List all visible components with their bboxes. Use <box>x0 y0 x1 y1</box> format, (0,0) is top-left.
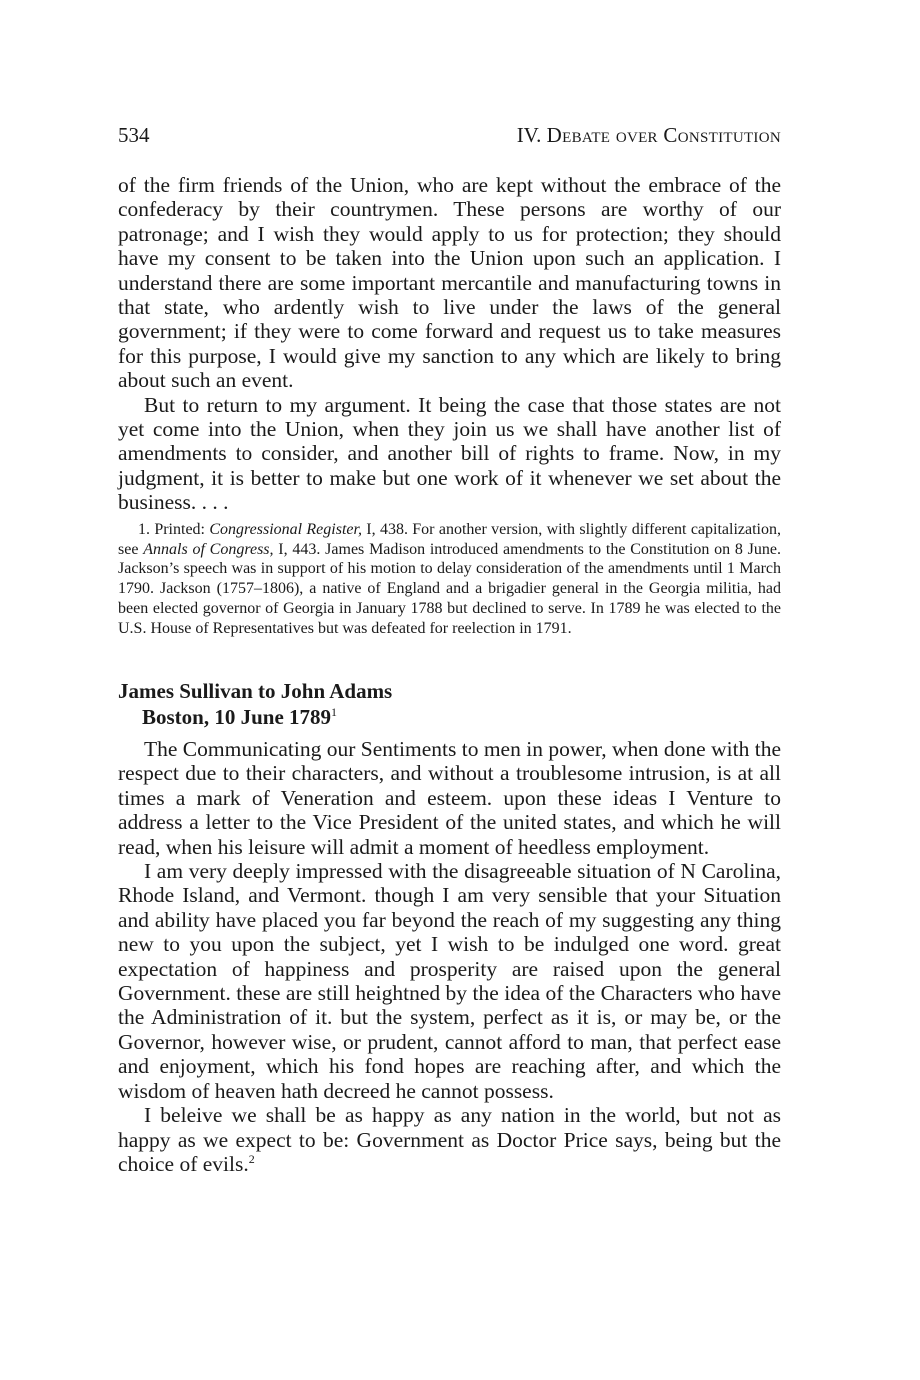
paragraph: But to return to my argument. It being the case that those states are not yet come into the Union, when they join us we shall have another list of amendments to consider, and another bill of rights to frame. Now, in my judgment, it is better to make but one work of it whenever we set about the business. . . . <box>118 392 781 515</box>
document-title: James Sullivan to John Adams <box>118 679 393 703</box>
footnote-source-title: Congressional Register, <box>209 521 362 538</box>
footnote-source-title: Annals of Congress, <box>143 540 274 558</box>
footnote-text: I, 438. For another version, with slightly different capitalization, see <box>118 521 782 558</box>
paragraph: of the firm friends of the Union, who are kept without the embrace of the confederacy by their countrymen. These persons are worthy of our patronage; and I wish they would apply to us for protection; they should have my consent to be taken into the Union upon such an application. I understand there are some important mercantile and manufacturing towns in that state, who ardently wish to live under the laws of the general government; if they were to come forward and request us to take measures for this purpose, I would give my sanction to any which are likely to bring about such an event. <box>118 173 781 393</box>
speech-continuation <box>118 173 781 515</box>
paragraph: The Communicating our Sentiments to men in power, when done with the respect due to their characters, and without a troublesome intrusion, is at all times a mark of Veneration and esteem. upon these ideas I Venture to address a letter to the Vice President of the united states, and which he will read, when his leisure will admit a moment of heedless employment. <box>118 737 781 859</box>
footnote-text: I, 443. James Madison introduced amendments to the Constitution on 8 June. Jackson’s speech was in support of his motion to delay consideration of the amendments until 1 March 1790. Jackson (1757–1806), a native of England and a brigadier general in the Georgia militia, had been elected governor of Georgia in January 1788 but declined to serve. In 1789 he was elected to the U.S. House of Representatives but was defeated for reelection in 1791. <box>118 540 782 637</box>
page-number: 534 <box>118 123 150 147</box>
footnote-ref[interactable]: 1 <box>331 705 338 719</box>
paragraph: I am very deeply impressed with the disagreeable situation of N Carolina, Rhode Island, and Vermont. though I am very sensible that your Situation and ability have placed you far beyond the reach of my suggesting any thing new to you upon the subject, yet I wish to be indulged one word. great expectation of happiness and prosperity are raised upon the general Government. these are still heightned by the idea of the Characters who have the Administration of it. but the system, perfect as it is, or may be, or the Governor, however wise, or prudent, cannot afford to man, that perfect ease and enjoyment, which his fond hopes are reaching after, and which the wisdom of heaven hath decreed he cannot possess. <box>118 859 781 1103</box>
document-heading <box>118 678 392 730</box>
footnote <box>118 520 781 638</box>
running-header <box>118 122 781 148</box>
running-head-title: Debate over Constitution <box>546 123 781 147</box>
paragraph <box>118 1103 781 1176</box>
paragraph-text: I beleive we shall be as happy as any nation in the world, but not as happy as we expect to be: Government as Doctor Price says, being but the choice of evils. <box>118 1103 781 1176</box>
place-date-text: Boston, 10 June 1789 <box>142 705 332 729</box>
letter-body <box>118 737 781 1176</box>
running-head-part-number: IV. <box>516 123 547 147</box>
footnote-ref[interactable]: 2 <box>248 1151 255 1166</box>
document-place-date <box>118 704 392 730</box>
footnote-lead: 1. Printed: <box>138 521 210 538</box>
running-head <box>517 122 781 148</box>
